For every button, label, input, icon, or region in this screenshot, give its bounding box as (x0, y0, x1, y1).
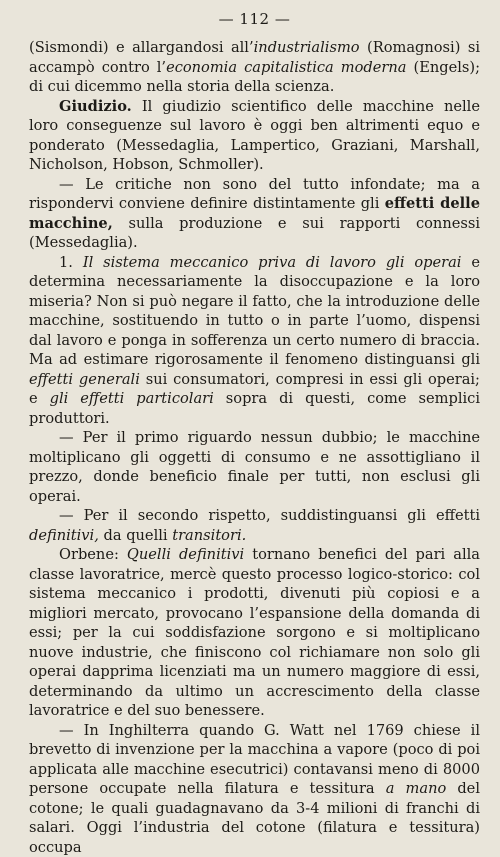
text-run: 1. (59, 254, 83, 271)
page-body (29, 38, 480, 857)
italic-run: definitivi, (29, 527, 99, 544)
paragraph (29, 506, 480, 545)
section-heading: Giudizio. (59, 98, 132, 115)
paragraph (29, 545, 480, 721)
text-run: Orbene: (59, 546, 127, 563)
text-run: (Romagnosi) si accampò contro l’ (29, 39, 480, 76)
italic-run: effetti generali (29, 371, 140, 388)
paragraph (29, 253, 480, 429)
text-run: da quelli (99, 527, 172, 544)
paragraph (29, 38, 480, 97)
paragraph (29, 97, 480, 175)
text-run: (Engels); di cui dicemmo nella storia della scienza. (29, 59, 480, 96)
text-run: — In Inghilterra quando G. Watt nel 1769 chiese il brevetto di invenzione per la macchina a vapore (poco di poi applicata alle macchine esecutrici) contavansi meno di 8000 persone occupate nella filatura e tessitura (29, 722, 480, 798)
text-run: — Le critiche non sono del tutto infondate; ma a rispondervi conviene definire distintamente gli (29, 176, 480, 213)
text-run: e determina necessariamente la disoccupazione e la loro miseria? Non si può negare il fatto, che la introduzione delle macchine, sostituendo in tutto o in parte l’uomo, dispensi dal lavoro e ponga in sofferenza un certo numero di braccia. Ma ad estimare rigorosamente il fenomeno distinguansi gli (29, 254, 480, 369)
text-run: (Sismondi) e allargandosi all’ (29, 39, 254, 56)
text-run: sopra di questi, come semplici produttori. (29, 390, 480, 427)
paragraph (29, 721, 480, 857)
italic-run: industrialismo (254, 39, 360, 56)
italic-run: a mano (386, 780, 447, 797)
italic-run: gli effetti particolari (50, 390, 214, 407)
text-run: sui consumatori, compresi in essi gli operai; e (29, 371, 480, 408)
bold-run: effetti delle macchine, (29, 195, 480, 232)
italic-run: transitori. (172, 527, 246, 544)
page-number: — 112 — (29, 10, 480, 28)
paragraph (29, 428, 480, 506)
italic-run: economia capitalistica moderna (166, 59, 406, 76)
italic-run: Quelli definitivi (127, 546, 244, 563)
text-run: Il giudizio scientifico delle macchine nelle loro conseguenze sul lavoro è oggi ben altrimenti equo e ponderato (Messedaglia, Lampertico, Graziani, Marshall, Nicholson, Hobson, Schmoller). (29, 98, 480, 174)
text-run: tornano benefici del pari alla classe lavoratrice, mercè questo processo logico-storico: col sistema meccanico i prodotti, divenuti più copiosi e a migliori mercato, provocano l’espansione della domanda di essi; per la cui soddisfazione sorgono e si moltiplicano nuove industrie, che finiscono col richiamare non solo gli operai dapprima licenziati ma un numero maggiore di essi, determinando da ultimo un accrescimento della classe lavoratrice e del suo benessere. (29, 546, 480, 719)
text-run: — Per il secondo rispetto, suddistinguansi gli effetti (59, 507, 480, 524)
text-run: — Per il primo riguardo nessun dubbio; le macchine moltiplicano gli oggetti di consumo e ne assottigliano il prezzo, donde beneficio finale per tutti, non esclusi gli operai. (29, 429, 480, 505)
italic-run: Il sistema meccanico priva di lavoro gli operai (83, 254, 462, 271)
text-run: sulla produzione e sui rapporti connessi (Messedaglia). (29, 215, 480, 252)
paragraph (29, 175, 480, 253)
text-run: del cotone; le quali guadagnavano da 3-4 milioni di franchi di salari. Oggi l’industria del cotone (filatura e tessitura) occupa (29, 780, 480, 856)
